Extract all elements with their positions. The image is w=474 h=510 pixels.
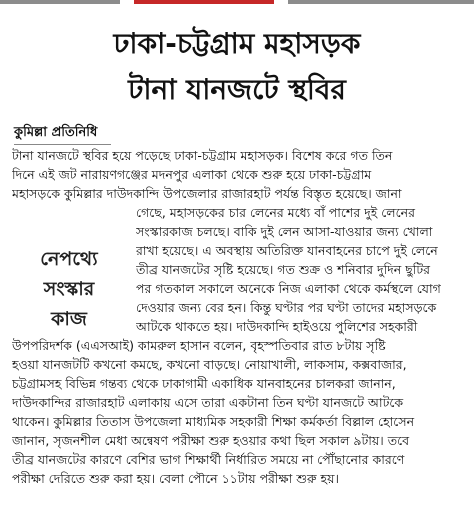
body-line: তীব্র যানজটের কারণে বেশির ভাগ শিক্ষার্থী নির্ধারিত সময়ে না পৌঁছানোর কারণে xyxy=(12,452,405,467)
body-line: টানা যানজটে স্থবির হয়ে পড়েছে ঢাকা-চট্টগ্রাম মহাসড়ক। বিশেষ করে গত তিন xyxy=(12,148,393,163)
bar-segment-grey xyxy=(288,0,474,4)
body-line: মহাসড়কে কুমিল্লার দাউদকান্দি উপজেলার রাজারহাট পর্যন্ত বিস্তৃত হয়েছে। জানা xyxy=(12,186,402,201)
headline-line-2: টানা যানজটে স্থবির xyxy=(128,73,346,106)
bar-gap xyxy=(120,0,134,4)
body-line: দিনে এই জট নারায়ণগঞ্জের মদনপুর এলাকা থেকে শুরু হয়ে ঢাকা-চট্টগ্রাম xyxy=(12,167,372,182)
body-line: রাখা হয়েছে। এ অবস্থায় অতিরিক্ত যানবাহনের চাপে দুই লেনে xyxy=(136,243,438,258)
body-line: পর গতকাল সকালে অনেকে নিজ এলাকা থেকে কর্মস্থলে যোগ xyxy=(136,281,441,296)
body-line: হওয়া যানজটটি কখনো কমছে, কখনো বাড়ছে। নোয়াখালী, লাকসাম, কক্সবাজার, xyxy=(12,357,407,372)
bar-segment-red xyxy=(134,0,274,4)
bar-gap xyxy=(274,0,288,4)
bar-segment-grey xyxy=(0,0,120,4)
body-line: দেওয়ার জন্য বের হন। কিন্তু ঘণ্টার পর ঘণ্টা তাদের মহাসড়কে xyxy=(136,300,437,315)
top-color-bar xyxy=(0,0,474,4)
body-line: উপপরিদর্শক (এএসআই) কামরুল হাসান বলেন, বৃহস্পতিবার রাত ৮টায় সৃষ্টি xyxy=(12,338,386,353)
pull-quote-line: নেপথ্যে xyxy=(40,248,98,270)
pull-quote-line: সংস্কার xyxy=(43,278,95,300)
body-line: দাউদকান্দির রাজারহাট এলাকায় এসে তারা একটানা তিন ঘণ্টা যানজটে আটকে xyxy=(12,395,404,410)
body-line: পরীক্ষা দেরিতে শুরু করা হয়। বেলা পৌনে ১১টায় পরীক্ষা শুরু হয়। xyxy=(12,471,339,486)
byline: কুমিল্লা প্রতিনিধি xyxy=(14,124,111,145)
body-line: গেছে, মহাসড়কের চার লেনের মধ্যে বাঁ পাশের দুই লেনের xyxy=(136,205,415,220)
pull-quote xyxy=(14,244,124,334)
body-line: থাকেন। কুমিল্লার তিতাস উপজেলা মাধ্যমিক সহকারী শিক্ষা কর্মকর্তা বিল্লাল হোসেন xyxy=(12,414,415,429)
body-line: সংস্কারকাজ চলছে। বাকি দুই লেন আসা-যাওয়ার জন্য খোলা xyxy=(136,224,433,239)
body-line: তীব্র যানজটের সৃষ্টি হয়েছে। গত শুক্র ও শনিবার দুদিন ছুটির xyxy=(136,262,431,277)
body-line: আটকে থাকতে হয়। দাউদকান্দি হাইওয়ে পুলিশের সহকারী xyxy=(136,319,418,334)
body-line: চট্টগ্রামসহ বিভিন্ন গন্তব্য থেকে ঢাকাগামী একাধিক যানবাহনের চালকরা জানান, xyxy=(12,376,396,391)
pull-quote-line: কাজ xyxy=(51,308,87,330)
body-line: জানান, সৃজনশীল মেধা অন্বেষণ পরীক্ষা শুরু হওয়ার কথা ছিল সকাল ৯টায়। তবে xyxy=(12,433,410,448)
headline-line-1: ঢাকা-চট্টগ্রাম মহাসড়ক xyxy=(113,27,361,60)
